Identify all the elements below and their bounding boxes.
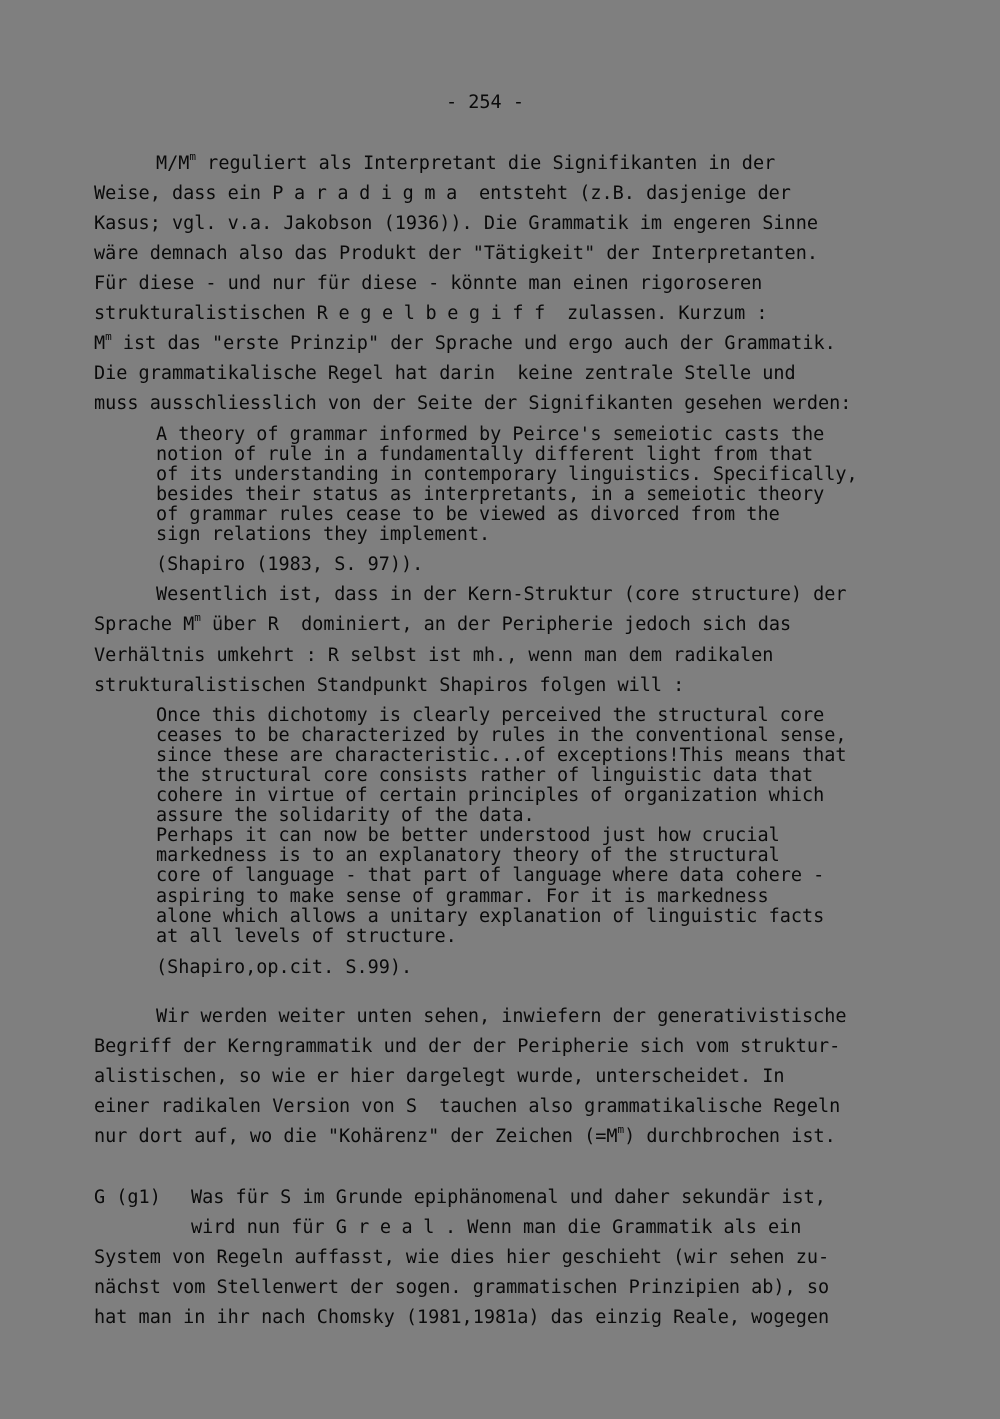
text: . Wenn man die Grammatik als ein — [445, 1217, 802, 1238]
text: wird nun für G — [191, 1217, 359, 1238]
quote-2-line: at all levels of structure. — [156, 926, 457, 947]
quote-1-line: A theory of grammar informed by Peirce's semeiotic casts the — [156, 424, 825, 445]
section-line-2 — [191, 1218, 801, 1238]
para1-line-9: muss ausschliesslich von der Seite der Signifikanten gesehen werden: — [94, 393, 852, 414]
para2-line-4: strukturalistischen Standpunkt Shapiros folgen will : — [94, 675, 685, 696]
quote-1-line: sign relations they implement. — [156, 524, 491, 545]
quote-2-line: since these are characteristic...of exceptions!This means that — [156, 745, 847, 766]
superscript: m — [617, 1123, 625, 1136]
quote-1-line: of its understanding in contemporary linguistics. Specifically, — [156, 464, 858, 485]
para1-line-7 — [94, 330, 836, 354]
text: zulassen. Kurzum : — [555, 303, 768, 324]
text: M — [94, 333, 106, 354]
superscript: m — [189, 150, 197, 163]
quote-2-line: alone which allows a unitary explanation of linguistic facts — [156, 906, 825, 927]
quote-1-line: notion of rule in a fundamentally different light from that — [156, 444, 814, 465]
quote-2-line: aspiring to make sense of grammar. For it is markedness — [156, 886, 769, 907]
spaced-term: real — [358, 1217, 446, 1238]
quote-1-citation: (Shapiro (1983, S. 97)). — [156, 554, 424, 575]
text: ) durchbrochen ist. — [624, 1126, 836, 1147]
quote-2-line: core of language - that part of language where data cohere - — [156, 865, 825, 886]
quote-1-line: of grammar rules cease to be viewed as divorced from the — [156, 504, 780, 525]
quote-2-line: assure the solidarity of the data. — [156, 805, 535, 826]
para1-line-4: wäre demnach also das Produkt der "Tätigkeit" der Interpretanten. — [94, 243, 818, 264]
para1-line-6 — [94, 304, 768, 324]
quote-2-line: cohere in virtue of certain principles of organization which — [156, 785, 825, 806]
superscript: m — [105, 330, 112, 343]
section-line-3: System von Regeln auffasst, wie dies hier geschieht (wir sehen zu- — [94, 1247, 830, 1268]
text: M/M — [156, 153, 190, 174]
quote-2-citation: (Shapiro,op.cit. S.99). — [156, 957, 413, 978]
text: Weise, dass ein — [94, 183, 273, 204]
superscript: m — [194, 611, 201, 624]
text: Sprache M — [94, 614, 195, 635]
section-line-5: hat man in ihr nach Chomsky (1981,1981a) das einzig Reale, wogegen — [94, 1307, 830, 1328]
section-label: G (g1) — [94, 1187, 161, 1208]
text: ist das "erste Prinzip" der Sprache und ergo auch der Grammatik. — [111, 333, 836, 354]
text: reguliert als Interpretant die Signifikanten in der — [196, 153, 776, 174]
quote-2-line: markedness is to an explanatory theory of the structural — [156, 845, 780, 866]
para3-line-3: alistischen, so wie er hier dargelegt wurde, unterscheidet. In — [94, 1066, 785, 1087]
section-line-1: Was für S im Grunde epiphänomenal und daher sekundär ist, — [191, 1187, 826, 1208]
para3-line-1: Wir werden weiter unten sehen, inwiefern der generativistische — [156, 1006, 847, 1027]
para1-line-1 — [156, 150, 776, 174]
text: entsteht (z.B. dasjenige der — [467, 183, 791, 204]
para3-line-5 — [94, 1123, 836, 1147]
para3-line-2: Begriff der Kerngrammatik und der der Peripherie sich vom struktur- — [94, 1036, 841, 1057]
para2-line-2 — [94, 611, 792, 635]
section-line-4: nächst vom Stellenwert der sogen. grammatischen Prinzipien ab), so — [94, 1277, 830, 1298]
para1-line-8: Die grammatikalische Regel hat darin keine zentrale Stelle und — [94, 363, 796, 384]
spaced-term: Regelbegiff — [316, 303, 556, 324]
text: strukturalistischen — [94, 303, 317, 324]
para2-line-3: Verhältnis umkehrt : R selbst ist mh., wenn man dem radikalen — [94, 645, 774, 666]
quote-2-line: the structural core consists rather of linguistic data that — [156, 765, 814, 786]
text: nur dort auf, wo die "Kohärenz" der Zeichen (=M — [94, 1126, 618, 1147]
para1-line-5: Für diese - und nur für diese - könnte man einen rigoroseren — [94, 273, 763, 294]
para2-line-1: Wesentlich ist, dass in der Kern-Struktur (core structure) der — [156, 584, 847, 605]
para1-line-3: Kasus; vgl. v.a. Jakobson (1936)). Die Grammatik im engeren Sinne — [94, 213, 818, 234]
text: über R dominiert, an der Peripherie jedoch sich das — [200, 614, 792, 635]
quote-2-line: Perhaps it can now be better understood just how crucial — [156, 825, 780, 846]
quote-2-line: ceases to be characterized by rules in the conventional sense, — [156, 725, 847, 746]
para3-line-4: einer radikalen Version von S tauchen also grammatikalische Regeln — [94, 1096, 841, 1117]
para1-line-2 — [94, 184, 791, 204]
page-number: - 254 - — [446, 92, 524, 113]
quote-1-line: besides their status as interpretants, in a semeiotic theory — [156, 484, 825, 505]
quote-2-line: Once this dichotomy is clearly perceived the structural core — [156, 705, 825, 726]
spaced-term: Paradigma — [272, 183, 468, 204]
